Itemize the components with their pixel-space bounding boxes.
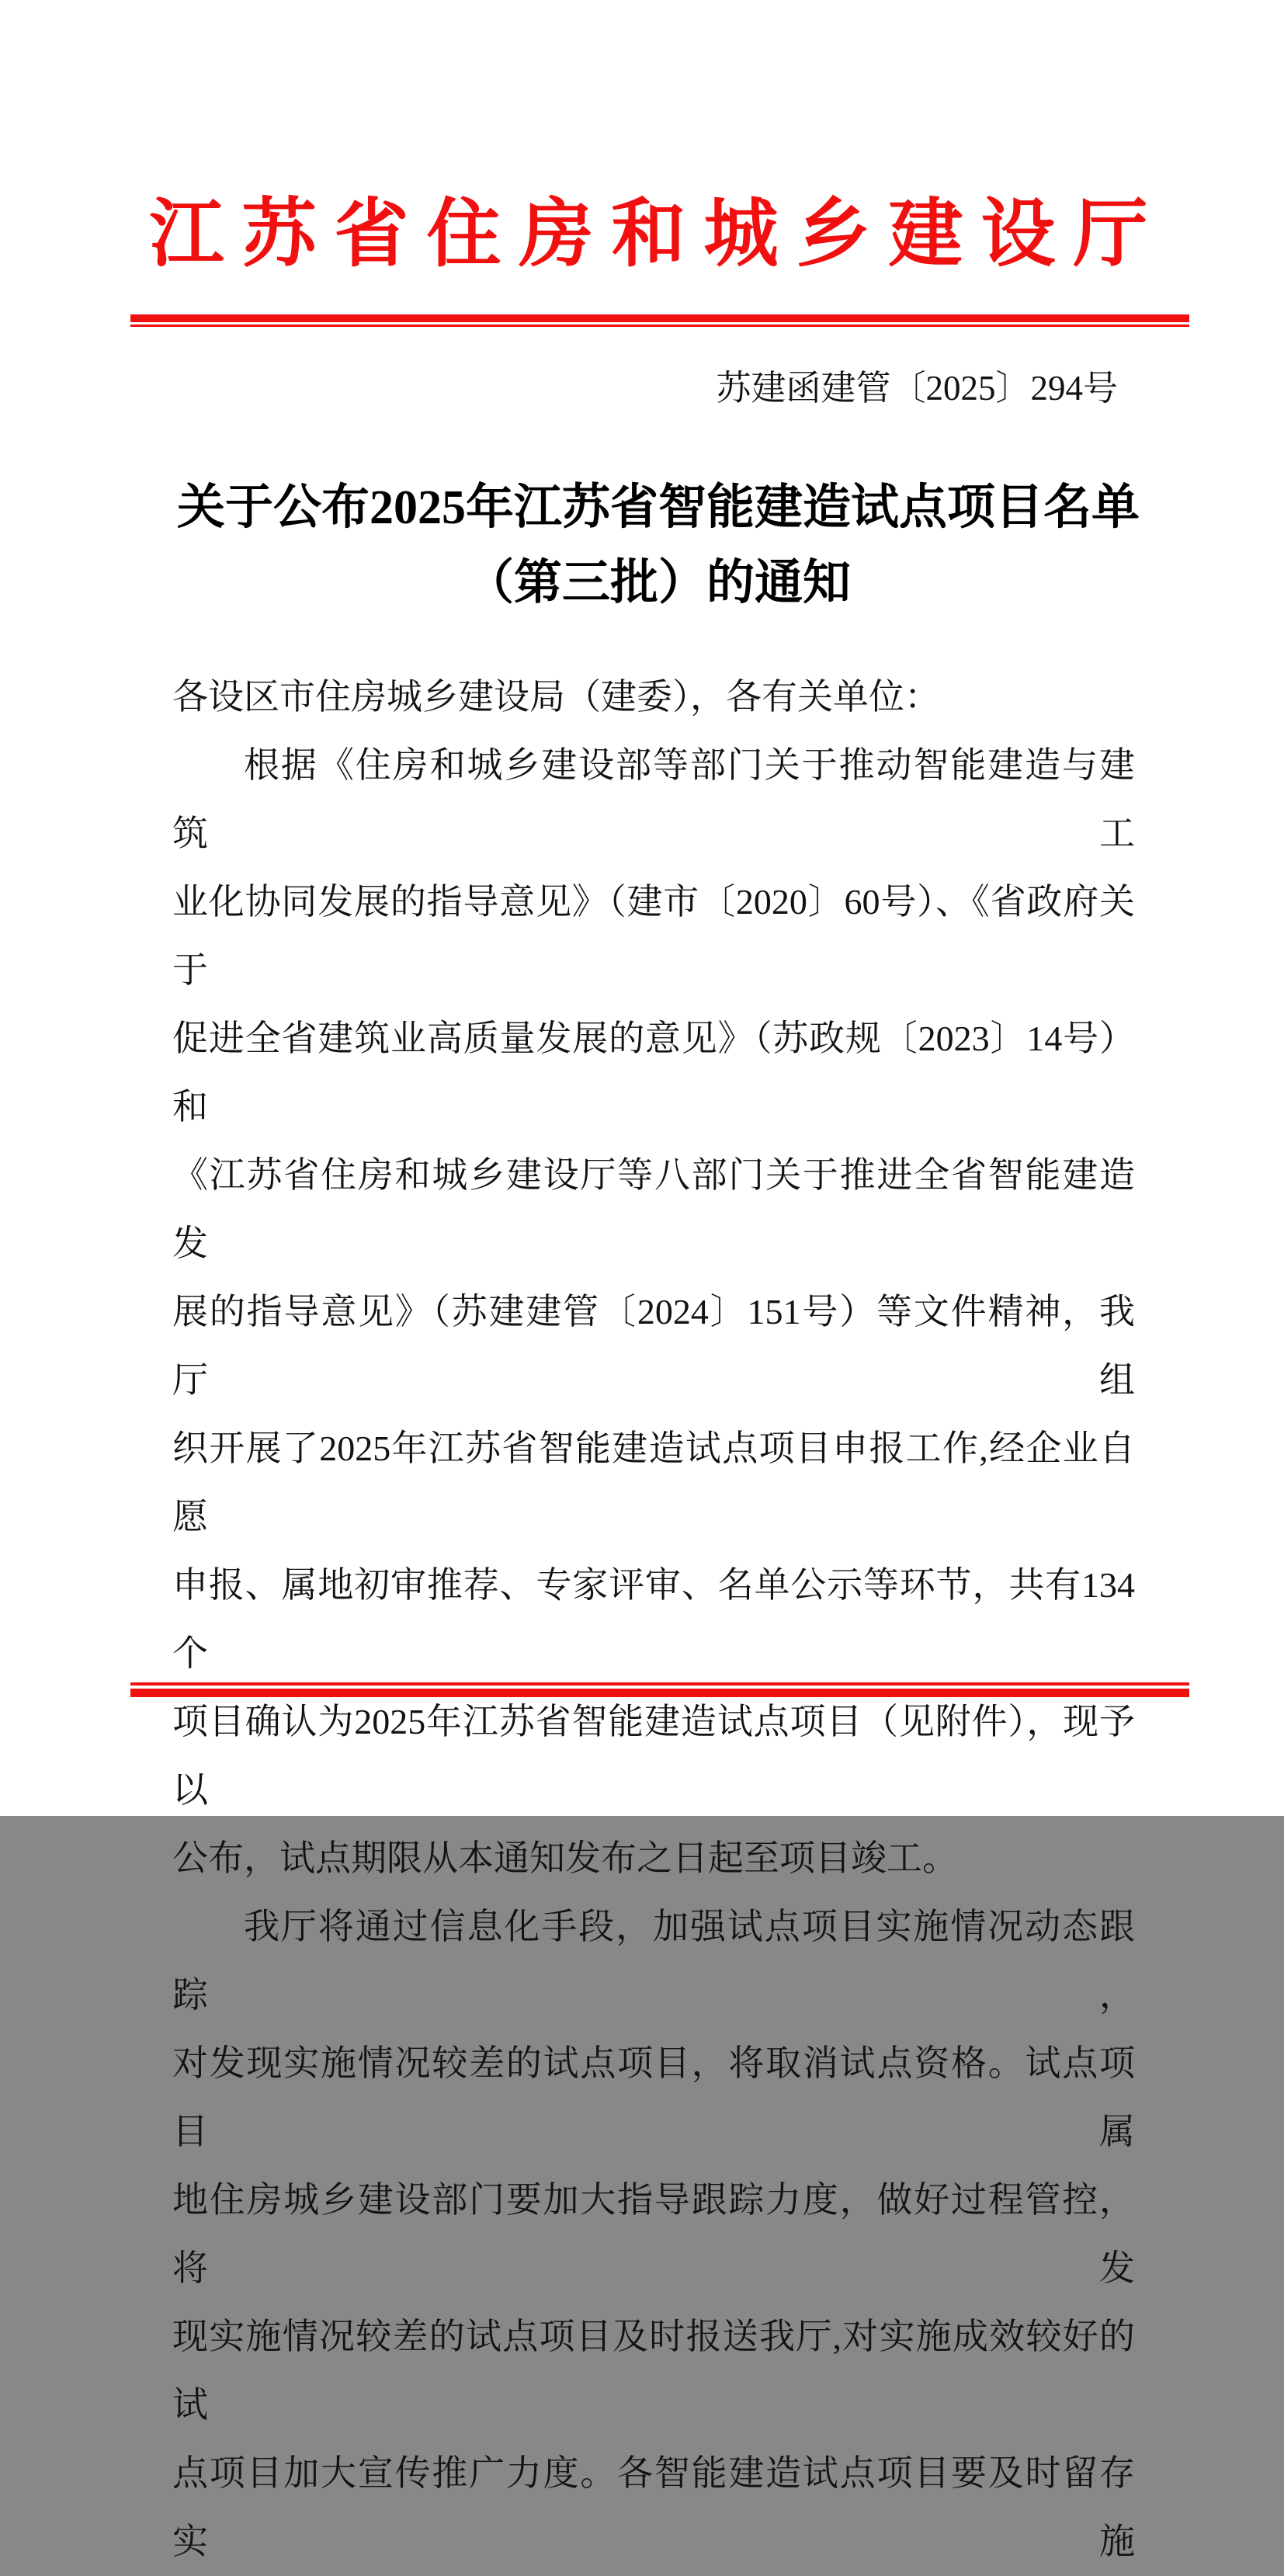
body-line: 促进全省建筑业高质量发展的意见》（苏政规〔2023〕14号）和 (172, 1019, 1135, 1127)
body-line: 公布，试点期限从本通知发布之日起至项目竣工。 (172, 1838, 958, 1878)
body-line: 展的指导意见》（苏建建管〔2024〕151号）等文件精神，我厅组 (172, 1292, 1135, 1400)
body-line: 《江苏省住房和城乡建设厅等八部门关于推进全省智能建造发 (172, 1155, 1135, 1263)
document-title-line-2: （第三批）的通知 (465, 557, 851, 609)
body-line: 项目确认为2025年江苏省智能建造试点项目（见附件），现予以 (172, 1702, 1135, 1810)
body-line: 对发现实施情况较差的试点项目，将取消试点资格。试点项目属 (172, 2043, 1135, 2151)
body-line: 现实施情况较差的试点项目及时报送我厅,对实施成效较好的试 (172, 2317, 1135, 2425)
body-line: 根据《住房和城乡建设部等部门关于推动智能建造与建筑工 (172, 745, 1135, 853)
body-line: 业化协同发展的指导意见》（建市〔2020〕60号）、《省政府关于 (172, 882, 1135, 990)
header-red-rule (130, 314, 1189, 327)
document-title-line-1: 关于公布2025年江苏省智能建造试点项目名单 (177, 481, 1140, 534)
body-line: 点项目加大宣传推广力度。各智能建造试点项目要及时留存实施 (172, 2453, 1135, 2561)
footer-red-rule (130, 1682, 1189, 1697)
body-line: 地住房城乡建设部门要加大指导跟踪力度，做好过程管控，将发 (172, 2180, 1135, 2288)
body-line: 申报、属地初审推荐、专家评审、名单公示等环节，共有134个 (172, 1565, 1135, 1673)
body-text (172, 663, 1135, 2576)
footer-red-rule-thick-bar (130, 1689, 1189, 1697)
document-reference-number: 苏建函建管〔2025〕294号 (716, 369, 1118, 408)
document-title (177, 470, 1140, 621)
agency-header-title: 江苏省住房和城乡建设厅 (149, 193, 1166, 276)
header-red-rule-thick-bar (130, 314, 1189, 322)
header-red-rule-thin-bar (130, 325, 1189, 327)
body-line: 我厅将通过信息化手段，加强试点项目实施情况动态跟踪， (172, 1907, 1135, 2015)
body-line: 各设区市住房城乡建设局（建委），各有关单位： (172, 677, 940, 717)
body-line: 织开展了2025年江苏省智能建造试点项目申报工作,经企业自愿 (172, 1429, 1135, 1536)
